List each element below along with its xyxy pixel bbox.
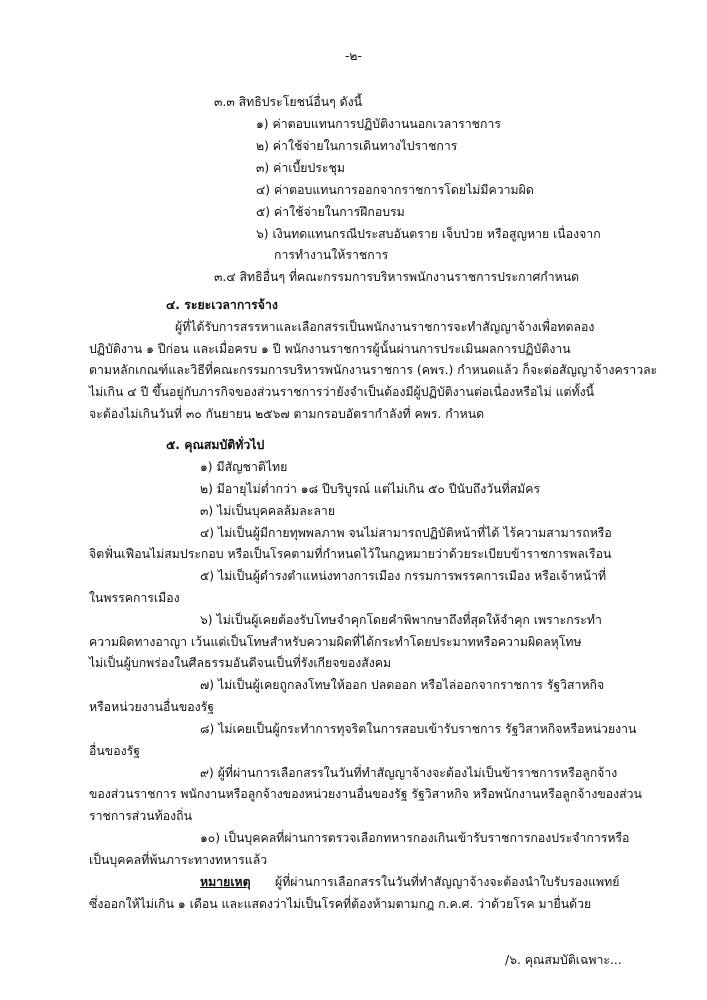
paragraph-line: ๔) ไม่เป็นผู้มีกายทุพพลภาพ จนไม่สามารถปฏิบัติหน้าที่ได้ ไร้ความสามารถหรือ	[200, 526, 612, 540]
list-item: ๕) ค่าใช้จ่ายในการฝึกอบรม	[256, 205, 405, 219]
note-line: ผู้ที่ผ่านการเลือกสรรในวันที่ทำสัญญาจ้างจะต้องนำใบรับรองแพทย์	[275, 875, 620, 889]
paragraph-line: ๕) ไม่เป็นผู้ดำรงตำแหน่งทางการเมือง กรรมการพรรคการเมือง หรือเจ้าหน้าที่	[200, 569, 607, 583]
note-label: หมายเหตุ	[200, 875, 251, 889]
paragraph-line: ในพรรคการเมือง	[89, 591, 180, 605]
paragraph-line: ของส่วนราชการ พนักงานหรือลูกจ้างของหน่วยงานอื่นของรัฐ รัฐวิสาหกิจ หรือพนักงานหรือลูกจ้างของส่วน	[89, 787, 642, 801]
paragraph-line: จะต้องไม่เกินวันที่ ๓๐ กันยายน ๒๕๖๗ ตามกรอบอัตรากำลังที่ คพร. กำหนด	[89, 407, 485, 421]
paragraph-line: ความผิดทางอาญา เว้นแต่เป็นโทษสำหรับความผิดที่ได้กระทำโดยประมาทหรือความผิดลหุโทษ	[89, 635, 582, 649]
note-line: ซึ่งออกให้ไม่เกิน ๑ เดือน และแสดงว่าไม่เป็นโรคที่ต้องห้ามตามกฎ ก.ค.ศ. ว่าด้วยโรค มายื่นด้วย	[89, 897, 592, 911]
paragraph-line: ผู้ที่ได้รับการสรรหาและเลือกสรรเป็นพนักงานราชการจะทำสัญญาจ้างเพื่อทดลอง	[175, 320, 595, 334]
paragraph-line: หรือหน่วยงานอื่นของรัฐ	[89, 700, 215, 714]
page-number: -๒-	[345, 49, 362, 63]
list-item: ๑) ค่าตอบแทนการปฏิบัติงานนอกเวลาราชการ	[256, 117, 501, 131]
section-5-heading: ๕. คุณสมบัติทั่วไป	[166, 438, 265, 452]
list-item: ๖) เงินทดแทนกรณีประสบอันตราย เจ็บป่วย หรือสูญหาย เนื่องจาก	[256, 227, 601, 241]
paragraph-line: ราชการส่วนท้องถิ่น	[89, 809, 192, 823]
paragraph-line: ๗) ไม่เป็นผู้เคยถูกลงโทษให้ออก ปลดออก หรือไล่ออกจากราชการ รัฐวิสาหกิจ	[200, 678, 605, 692]
list-item: ๒) ค่าใช้จ่ายในการเดินทางไปราชการ	[256, 139, 458, 153]
item-3-4: ๓.๔ สิทธิอื่นๆ ที่คณะกรรมการบริหารพนักงานราชการประกาศกำหนด	[214, 270, 580, 284]
paragraph-line: ๙) ผู้ที่ผ่านการเลือกสรรในวันที่ทำสัญญาจ้างจะต้องไม่เป็นข้าราชการหรือลูกจ้าง	[200, 766, 618, 780]
list-item: ๔) ค่าตอบแทนการออกจากราชการโดยไม่มีความผิด	[256, 183, 534, 197]
paragraph-line: ๖) ไม่เป็นผู้เคยต้องรับโทษจำคุกโดยคำพิพากษาถึงที่สุดให้จำคุก เพราะกระทำ	[200, 613, 602, 627]
paragraph-line: ๘) ไม่เคยเป็นผู้กระทำการทุจริตในการสอบเข้ารับราชการ รัฐวิสาหกิจหรือหน่วยงาน	[200, 722, 637, 736]
paragraph-line: ๑๐) เป็นบุคคลที่ผ่านการตรวจเลือกทหารกองเกินเข้ารับราชการกองประจำการหรือ	[200, 831, 630, 845]
paragraph-line: ๑) มีสัญชาติไทย	[200, 460, 288, 474]
paragraph-line: ๒) มีอายุไม่ต่ำกว่า ๑๘ ปีบริบูรณ์ แต่ไม่เกิน ๕๐ ปีนับถึงวันที่สมัคร	[200, 482, 541, 496]
item-3-3-title: ๓.๓ สิทธิประโยชน์อื่นๆ ดังนี้	[214, 95, 363, 109]
paragraph-line: ๓) ไม่เป็นบุคคลล้มละลาย	[200, 504, 336, 518]
paragraph-line: ไม่เป็นผู้บกพร่องในศีลธรรมอันดีจนเป็นที่รังเกียจของสังคม	[89, 656, 392, 670]
list-item: ๓) ค่าเบี้ยประชุม	[256, 161, 345, 175]
paragraph-line: ไม่เกิน ๔ ปี ขึ้นอยู่กับภารกิจของส่วนราชการว่ายังจำเป็นต้องมีผู้ปฏิบัติงานต่อเนื่องหรือไม่ แต่ทั้งนี้	[89, 385, 595, 399]
paragraph-line: ตามหลักเกณฑ์และวิธีที่คณะกรรมการบริหารพนักงานราชการ (คพร.) กำหนดแล้ว ก็จะต่อสัญญาจ้างคราวละ	[89, 363, 658, 377]
continuation-marker: /๖. คุณสมบัติเฉพาะ...	[505, 953, 622, 967]
section-4-heading: ๔. ระยะเวลาการจ้าง	[166, 298, 278, 312]
paragraph-line: จิตฟั่นเฟือนไม่สมประกอบ หรือเป็นโรคตามที่กำหนดไว้ในกฎหมายว่าด้วยระเบียบข้าราชการพลเรือน	[89, 547, 612, 561]
paragraph-line: ปฏิบัติงาน ๑ ปีก่อน และเมื่อครบ ๑ ปี พนักงานราชการผู้นั้นผ่านการประเมินผลการปฏิบัติงาน	[89, 342, 571, 356]
paragraph-line: อื่นของรัฐ	[89, 744, 140, 758]
paragraph-line: เป็นบุคคลที่พ้นภาระทางทหารแล้ว	[89, 853, 268, 867]
list-item-continuation: การทำงานให้ราชการ	[274, 248, 389, 262]
